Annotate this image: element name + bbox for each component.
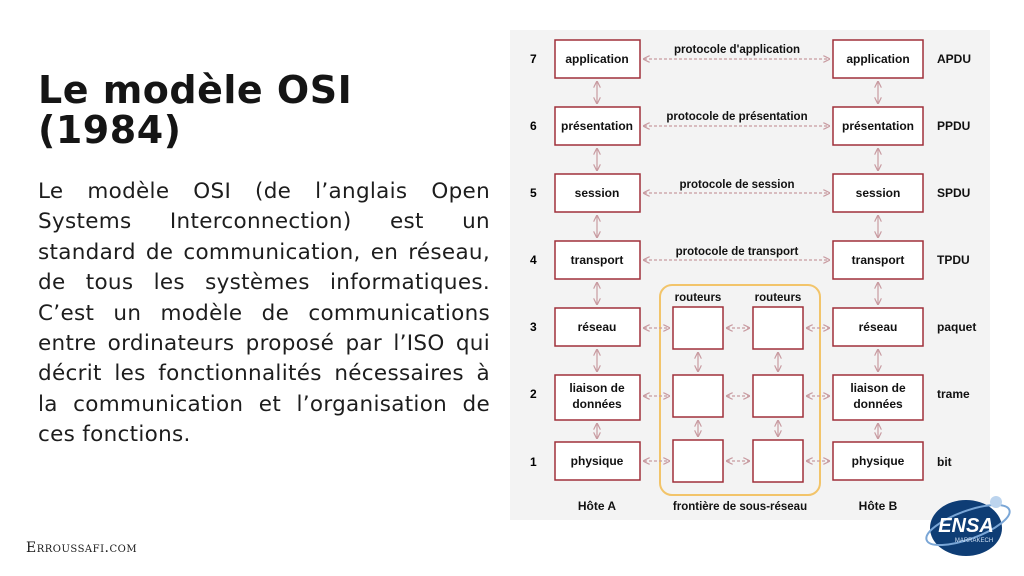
pdu-label: PPDU bbox=[937, 119, 971, 133]
host-a-layer-label: session bbox=[574, 186, 620, 200]
layer-number: 3 bbox=[530, 320, 537, 334]
router-right-network-box bbox=[753, 307, 803, 349]
protocol-label: protocole d'application bbox=[673, 44, 801, 56]
router-right-datalink-box bbox=[753, 375, 803, 417]
layer-number: 1 bbox=[530, 455, 537, 469]
slide-body-text: Le modèle OSI (de l’anglais Open Systems Interconnection) est un standard de communication, en réseau, de tous les systèmes informatiques. C’est un modèle de communications entre ordinateurs proposé par l’ISO qui décrit les fonctionnalités nécessaires à la communication et l’organisation de ces fonctions. bbox=[38, 179, 490, 448]
host-a-layer-label: données bbox=[572, 397, 622, 411]
pdu-label: SPDU bbox=[937, 186, 971, 200]
footer-site: Erroussafi.com bbox=[26, 540, 138, 556]
pdu-label: paquet bbox=[937, 320, 977, 334]
osi-diagram bbox=[510, 30, 990, 520]
layer-number: 7 bbox=[530, 52, 537, 66]
routers-label-left: routeurs bbox=[674, 292, 722, 304]
host-a-layer-label: transport bbox=[570, 253, 624, 267]
host-a-layer-label: réseau bbox=[577, 320, 617, 334]
ensa-logo-icon bbox=[924, 490, 1014, 565]
host-a-layer-label: physique bbox=[570, 454, 624, 468]
pdu-label: bit bbox=[937, 455, 952, 469]
host-b-layer-label: application bbox=[846, 52, 910, 66]
router-left-physical-box bbox=[673, 440, 723, 482]
protocol-label: protocole de transport bbox=[675, 246, 799, 258]
router-right-physical-box bbox=[753, 440, 803, 482]
layer-number: 4 bbox=[530, 253, 537, 267]
layer-number: 5 bbox=[530, 186, 537, 200]
host-b-layer-label: liaison de bbox=[850, 381, 906, 395]
host-a-layer-label: présentation bbox=[560, 119, 634, 133]
subnet-label: frontière de sous-réseau bbox=[672, 501, 808, 513]
layer-number: 6 bbox=[530, 119, 537, 133]
host-a-layer-label: liaison de bbox=[569, 381, 625, 395]
logo-text: ENSA bbox=[938, 515, 994, 537]
protocol-label: protocole de présentation bbox=[666, 111, 808, 123]
host-a-layer-label: application bbox=[565, 52, 629, 66]
host-b-layer-label: réseau bbox=[858, 320, 898, 334]
pdu-label: trame bbox=[937, 387, 970, 401]
host-b-label: Hôte B bbox=[858, 499, 898, 513]
host-a-label: Hôte A bbox=[577, 499, 617, 513]
layer-number: 2 bbox=[530, 387, 537, 401]
pdu-label: TPDU bbox=[937, 253, 970, 267]
host-b-layer-label: session bbox=[855, 186, 901, 200]
slide-title: Le modèle OSI (1984) bbox=[38, 68, 353, 152]
host-b-layer-label: présentation bbox=[841, 119, 915, 133]
router-left-network-box bbox=[673, 307, 723, 349]
logo-subtext: MARRAKECH bbox=[954, 538, 994, 544]
host-b-layer-label: physique bbox=[851, 454, 905, 468]
protocol-label: protocole de session bbox=[679, 179, 795, 191]
host-b-layer-label: données bbox=[853, 397, 903, 411]
routers-label-right: routeurs bbox=[754, 292, 802, 304]
router-left-datalink-box bbox=[673, 375, 723, 417]
pdu-label: APDU bbox=[937, 52, 972, 66]
host-b-layer-label: transport bbox=[851, 253, 905, 267]
